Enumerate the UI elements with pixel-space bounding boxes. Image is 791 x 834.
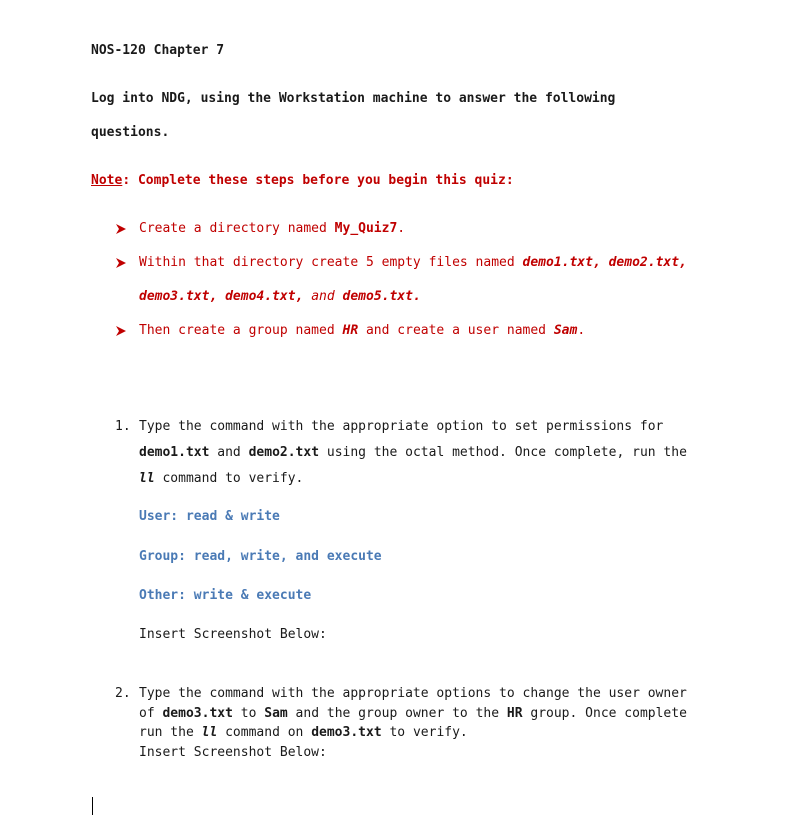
step-2-text: Within that directory create 5 empty files named [139, 255, 523, 270]
q2-mid: and the group owner to the [287, 706, 507, 721]
file-list-1: demo1.txt, demo2.txt, [522, 255, 687, 270]
note-line [91, 173, 514, 189]
q2-line-3-text: to verify. [381, 725, 468, 740]
q1-insert-screenshot: Insert Screenshot Below: [139, 627, 327, 642]
note-colon: : [122, 173, 131, 188]
q2-file-b: demo3.txt [311, 725, 382, 740]
perm-group: Group: read, write, and execute [139, 549, 382, 564]
step-2-line-1 [139, 255, 687, 271]
note-label: Note [91, 173, 123, 188]
q1-line-1: Type the command with the appropriate option to set permissions for [139, 419, 664, 434]
intro-line-2: questions. [91, 125, 170, 140]
q1-and: and [209, 445, 249, 460]
q2-to: to [232, 706, 265, 721]
q1-command: ll [139, 471, 155, 486]
step-1 [139, 221, 405, 237]
note-text: Complete these steps before you begin this quiz: [130, 173, 514, 188]
arrow-bullet-icon [115, 223, 127, 235]
q2-file: demo3.txt [162, 706, 233, 721]
q1-file-1: demo1.txt [139, 445, 210, 460]
arrow-bullet-icon [115, 257, 127, 269]
perm-user: User: read & write [139, 509, 280, 524]
q1-number: 1. [115, 419, 131, 434]
and-text: and [303, 289, 343, 304]
q1-file-2: demo2.txt [248, 445, 320, 460]
file-list-3: demo5.txt [342, 289, 413, 304]
file-list-2: demo3.txt, demo4.txt, [139, 289, 304, 304]
step-3-mid: and create a user named [358, 323, 554, 338]
user-name: Sam [553, 323, 578, 338]
step-3-text: Then create a group named [139, 323, 343, 338]
doc-title: NOS-120 Chapter 7 [91, 43, 225, 58]
q2-group: HR [506, 706, 523, 721]
arrow-bullet-icon [115, 325, 127, 337]
q2-line-2 [139, 706, 687, 722]
q2-line-3 [139, 725, 468, 741]
group-name: HR [342, 323, 359, 338]
q2-line-1: Type the command with the appropriate options to change the user owner [139, 686, 687, 701]
step-1-period: . [397, 221, 406, 236]
q2-of: of [139, 706, 163, 721]
q1-line-3-text: command to verify. [154, 471, 304, 486]
directory-name: My_Quiz7 [334, 221, 398, 236]
intro-line-1: Log into NDG, using the Workstation machine to answer the following [91, 91, 616, 106]
step-2-line-2 [139, 289, 421, 305]
step-3-period: . [577, 323, 586, 338]
q1-line-3 [139, 471, 303, 487]
text-cursor [92, 797, 93, 815]
q1-line-2-text: using the octal method. Once complete, run the [319, 445, 687, 460]
perm-other: Other: write & execute [139, 588, 312, 603]
q2-command-on: command on [217, 725, 312, 740]
q2-user: Sam [264, 706, 288, 721]
q2-run-the: run the [139, 725, 202, 740]
step-3 [139, 323, 585, 339]
step-2-period: . [412, 289, 421, 304]
q2-line-2-text: group. Once complete [522, 706, 687, 721]
q2-number: 2. [115, 686, 131, 701]
q1-line-2 [139, 445, 687, 461]
q2-command: ll [201, 725, 218, 740]
q2-insert-screenshot: Insert Screenshot Below: [139, 745, 327, 760]
step-1-text: Create a directory named [139, 221, 335, 236]
